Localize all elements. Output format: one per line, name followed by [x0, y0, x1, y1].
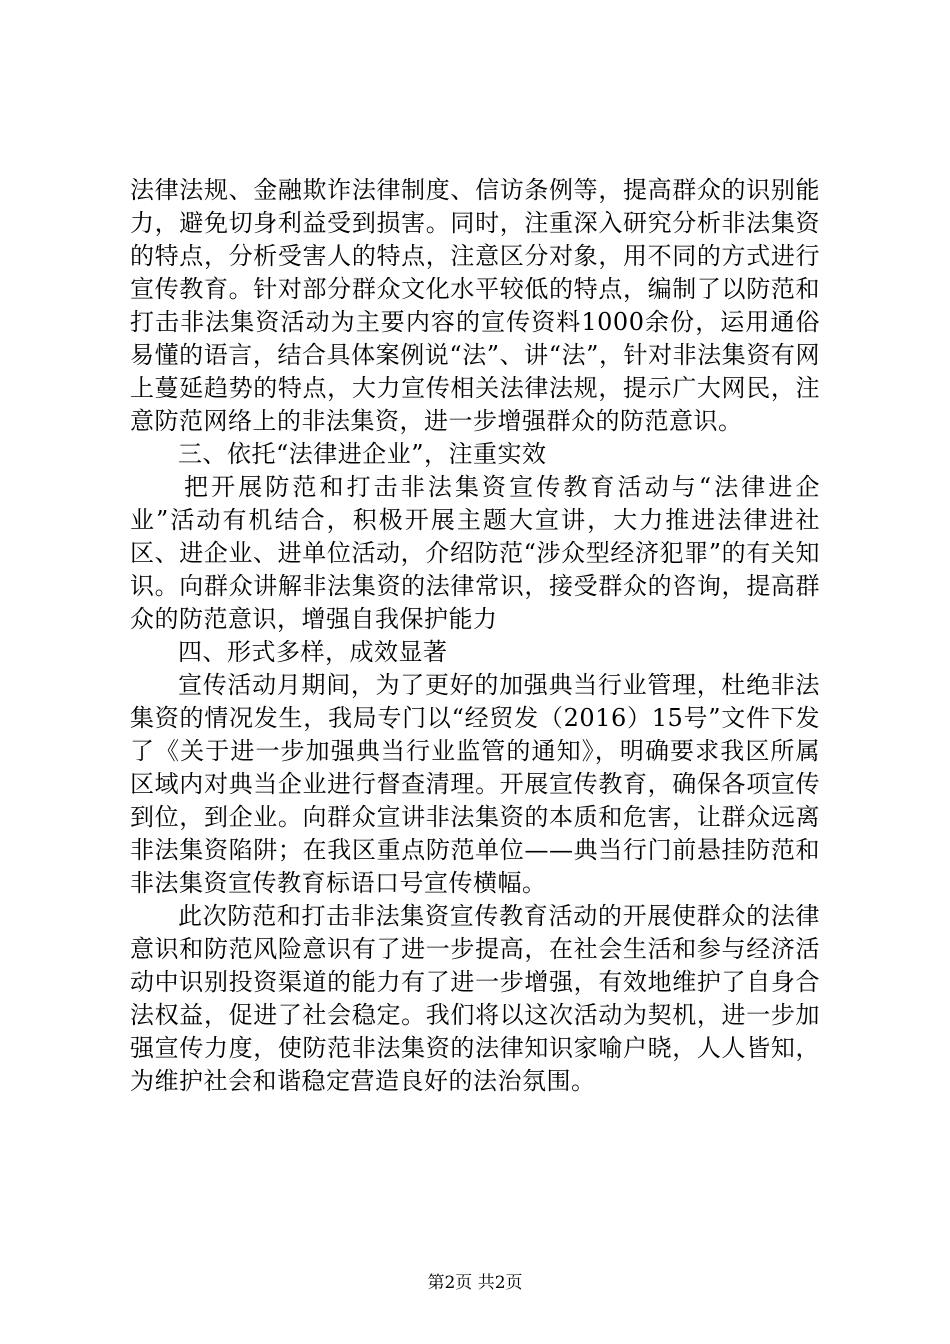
paragraph-conclusion: 此次防范和打击非法集资宣传教育活动的开展使群众的法律意识和防范风险意识有了进一步提高，在社会生活和参与经济活动中识别投资渠道的能力有了进一步增强，有效地维护了自身合法权益，促进了社会稳定。我们将以这次活动为契机，进一步加强宣传力度，使防范非法集资的法律知识家喻户晓，人人皆知，为维护社会和谐稳定营造良好的法治氛围。 — [130, 902, 820, 1095]
paragraph-continuation: 法律法规、金融欺诈法律制度、信访条例等，提高群众的识别能力，避免切身利益受到损害。同时，注重深入研究分析非法集资的特点，分析受害人的特点，注意区分对象，用不同的方式进行宣传教育。针对部分群众文化水平较低的特点，编制了以防范和打击非法集资活动为主要内容的宣传资料1000余份，运用通俗易懂的语言，结合具体案例说“法”、讲“法”，针对非法集资有网上蔓延趋势的特点，大力宣传相关法律法规，提示广大网民，注意防范网络上的非法集资，进一步增强群众的防范意识。 — [130, 176, 820, 435]
document-body — [130, 174, 820, 1098]
section-heading-4: 四、形式多样，成效显著 — [178, 638, 448, 666]
paragraph-section-3: 把开展防范和打击非法集资宣传教育活动与“法律进企业”活动有机结合，积极开展主题大宣讲，大力推进法律进社区、进企业、进单位活动，介绍防范“涉众型经济犯罪”的有关知识。向群众讲解非法集资的法律常识，接受群众的咨询，提高群众的防范意识，增强自我保护能力 — [130, 473, 820, 633]
page-number-footer: 第2页 共2页 — [427, 1273, 523, 1293]
section-heading-3: 三、依托“法律进企业”，注重实效 — [178, 440, 547, 468]
paragraph-section-4: 宣传活动月期间，为了更好的加强典当行业管理，杜绝非法集资的情况发生，我局专门以“经贸发（2016）15号”文件下发了《关于进一步加强典当行业监管的通知》，明确要求我区所属区域内对典当企业进行督查清理。开展宣传教育，确保各项宣传到位，到企业。向群众宣讲非法集资的本质和危害，让群众远离非法集资陷阱；在我区重点防范单位——典当行门前悬挂防范和非法集资宣传教育标语口号宣传横幅。 — [130, 671, 820, 897]
